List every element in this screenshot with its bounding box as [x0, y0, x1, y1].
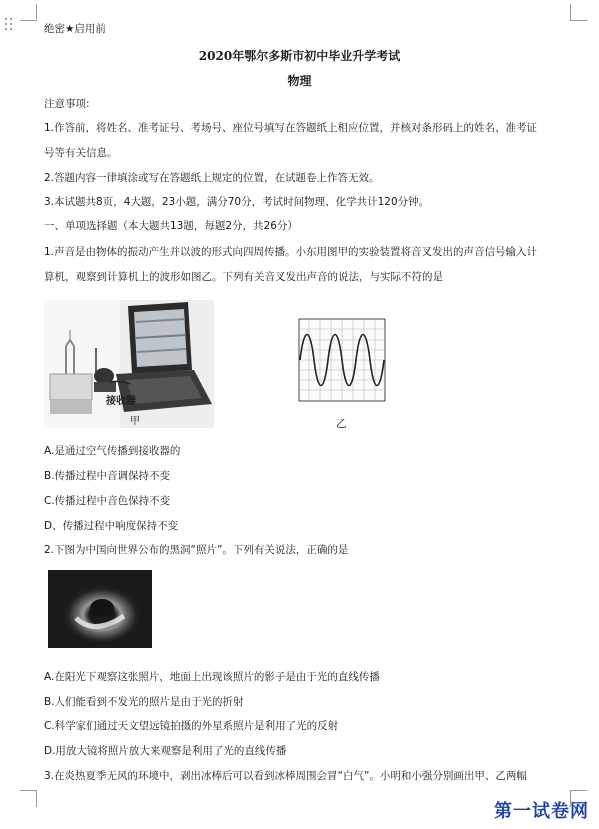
q1-stem-line-2: 算机，观察到计算机上的波形如图乙。下列有关音叉发出声音的说法，与实际不符的是	[44, 271, 443, 283]
q2-option-c: C.科学家们通过天文望远镜拍摄的外星系照片是利用了光的反射	[44, 720, 339, 732]
q1-figure-b	[298, 318, 386, 402]
notice-item-2: 2.答题内容一律填涂或写在答题纸上规定的位置，在试题卷上作答无效。	[44, 172, 380, 184]
crop-mark-top-right	[570, 4, 587, 21]
q1-figure-a	[44, 300, 214, 428]
crop-mark-bottom-left	[20, 790, 37, 807]
notice-item-1: 1.作答前，将姓名、准考证号、考场号、座位号填写在答题纸上相应位置，并核对条形码上的姓名、准考证	[44, 122, 538, 134]
q1-option-c: C.传播过程中音色保持不变	[44, 495, 171, 507]
crop-mark-top-left	[20, 4, 37, 21]
figure-a-caption: 甲	[130, 416, 140, 427]
notice-item-1-cont: 号等有关信息。	[44, 147, 118, 159]
section-1-heading: 一、单项选择题（本大题共13题，每题2分，共26分）	[44, 220, 298, 232]
notice-heading: 注意事项:	[44, 98, 90, 110]
figure-b-caption: 乙	[336, 418, 347, 430]
tuning-fork-laptop-photo	[44, 300, 214, 428]
notice-item-3: 3.本试题共8页，4大题，23小题，满分70分，考试时间物理、化学共计120分钟。	[44, 196, 430, 208]
q1-option-b: B.传播过程中音调保持不变	[44, 470, 171, 482]
q2-option-d: D.用放大镜将照片放大来观察是利用了光的直线传播	[44, 745, 287, 757]
drag-handle-icon[interactable]	[4, 18, 14, 30]
q2-option-b: B.人们能看到不发光的照片是由于光的折射	[44, 696, 244, 708]
q2-black-hole-photo	[48, 570, 152, 648]
q2-stem: 2.下图为中国向世界公布的黑洞“照片”。下列有关说法，正确的是	[44, 544, 349, 556]
exam-title: 2020年鄂尔多斯市初中毕业升学考试	[198, 49, 401, 63]
site-watermark: 第一试卷网	[494, 801, 589, 822]
q3-stem: 3.在炎热夏季无风的环境中，剥出冰棒后可以看到冰棒周围会冒“白气”。小明和小强分别画出甲、乙两幅	[44, 770, 527, 782]
receiver-label: 接收器	[106, 396, 136, 407]
q2-option-a: A.在阳光下观察这张照片，地面上出现该照片的影子是由于光的直线传播	[44, 671, 380, 683]
black-hole-image	[48, 570, 152, 648]
q1-stem-line-1: 1.声音是由物体的振动产生并以波的形式向四周传播。小东用图甲的实验装置将音叉发出的声音信号输入计	[44, 246, 538, 258]
q1-option-d: D、传播过程中响度保持不变	[44, 520, 179, 532]
secret-label: 绝密★启用前	[44, 23, 106, 35]
waveform-graph	[298, 318, 386, 402]
q1-option-a: A.是通过空气传播到接收器的	[44, 445, 181, 457]
exam-subject: 物理	[287, 74, 312, 88]
